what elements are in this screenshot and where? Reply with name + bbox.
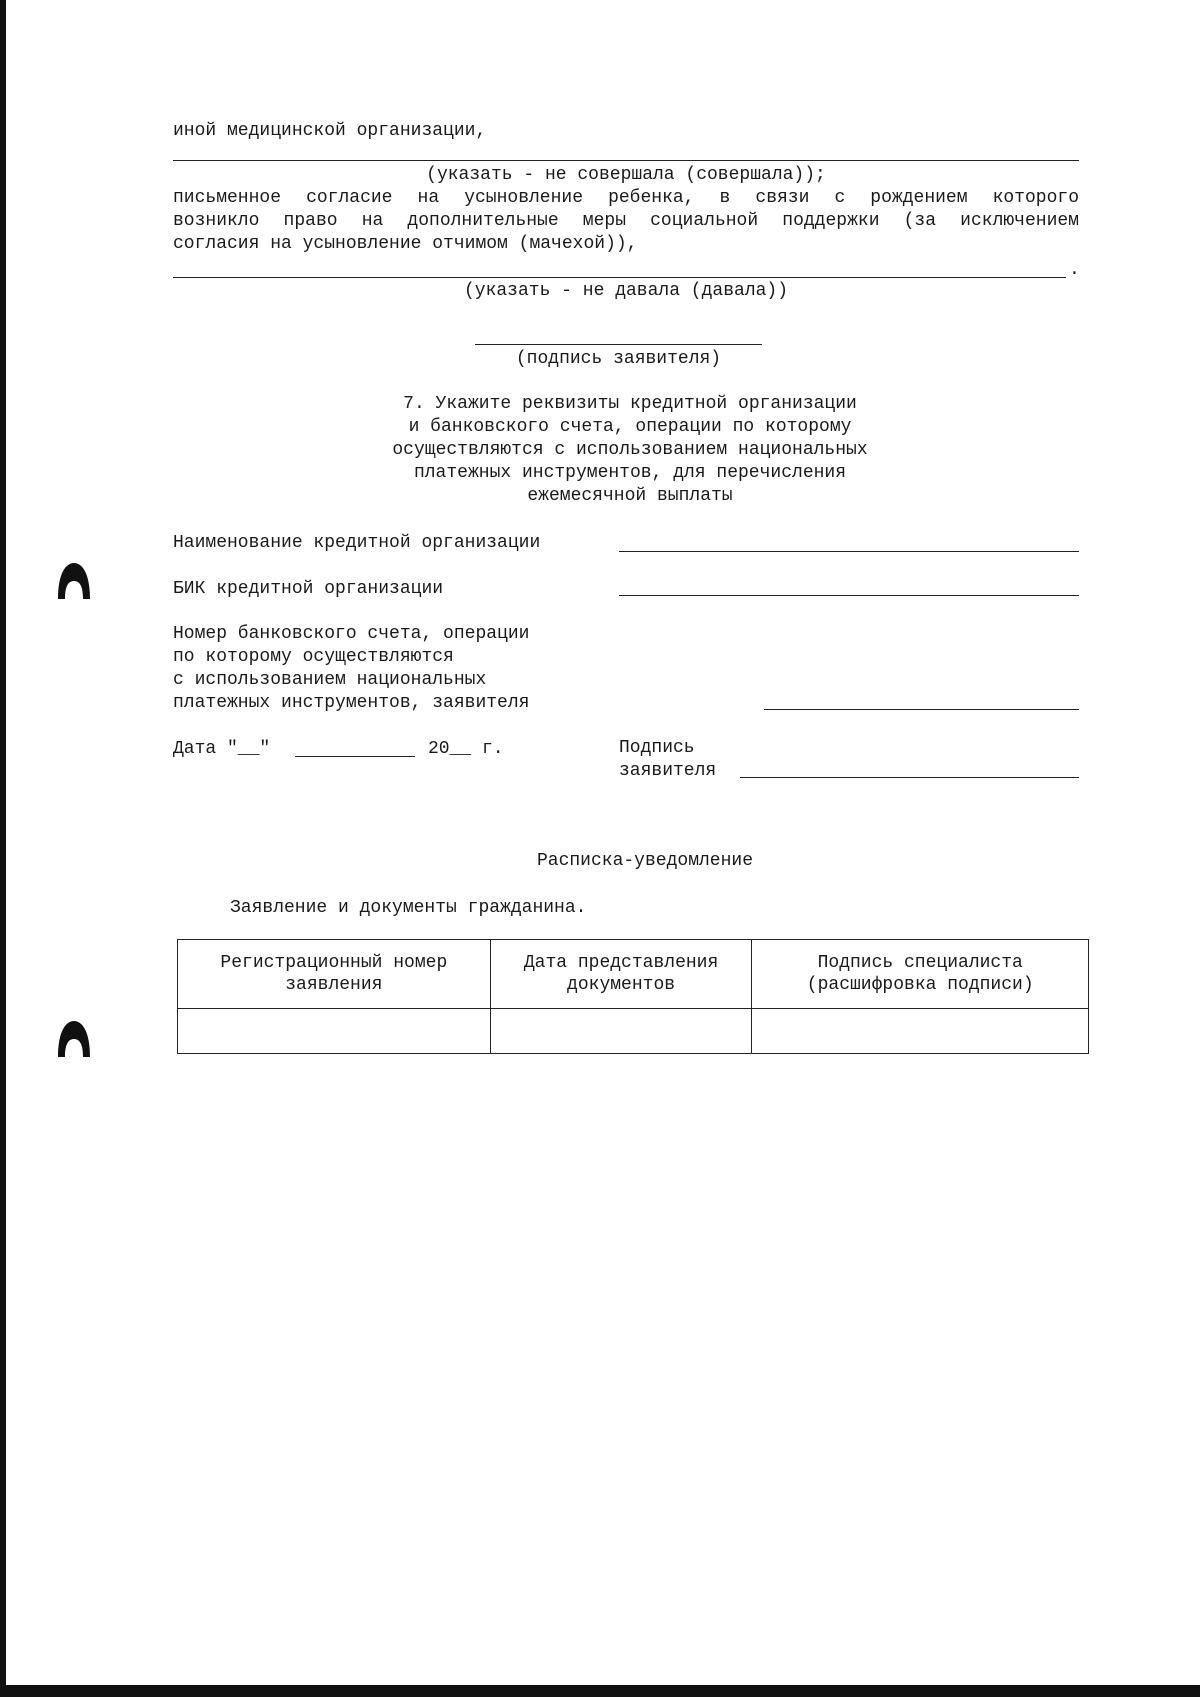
section7-heading-line-5: ежемесячной выплаты — [527, 486, 733, 506]
receipt-table — [177, 939, 1089, 1054]
consent-line-2: возникло право на дополнительные меры социальной поддержки (за исключением — [173, 211, 1079, 231]
applicant-signature-field[interactable] — [740, 777, 1079, 778]
consent-hint: (указать - не давала (давала)) — [463, 281, 789, 301]
bik-field[interactable] — [619, 595, 1079, 596]
punch-hole-mark-bottom — [56, 1019, 92, 1059]
receipt-col-registration-line-2: заявления — [285, 975, 383, 995]
consent-line-1: письменное согласие на усыновление ребенка, в связи с рождением которого — [173, 188, 1079, 208]
bik-label: БИК кредитной организации — [173, 579, 444, 599]
account-number-field[interactable] — [764, 709, 1079, 710]
medical-org-line: иной медицинской организации, — [173, 121, 487, 141]
signature-line — [475, 344, 762, 345]
section7-heading-line-4: платежных инструментов, для перечисления — [413, 463, 847, 483]
account-label-line-2: по которому осуществляются — [173, 647, 454, 667]
performed-hint: (указать - не совершала (совершала)); — [426, 165, 826, 185]
receipt-table-row — [178, 1009, 1089, 1054]
scan-edge-left — [0, 0, 6, 1697]
consent-answer-line — [173, 277, 1066, 278]
receipt-col-specialist — [752, 940, 1089, 1009]
account-label-line-4: платежных инструментов, заявителя — [173, 693, 530, 713]
medical-org-answer-line — [173, 160, 1079, 161]
receipt-col-registration-line-1: Регистрационный номер — [220, 953, 448, 973]
receipt-col-date-line-1: Дата представления — [523, 953, 719, 973]
date-month-field[interactable] — [295, 756, 415, 757]
section7-heading-line-2: и банковского счета, операции по которому — [408, 417, 852, 437]
date-year-label: 20__ г. — [428, 739, 504, 759]
applicant-signature-label-line-2: заявителя — [619, 761, 717, 781]
receipt-col-specialist-line-2: (расшифровка подписи) — [806, 975, 1034, 995]
receipt-intro: Заявление и документы гражданина. — [230, 898, 587, 918]
receipt-table-header-row — [178, 940, 1089, 1009]
account-label-line-3: с использованием национальных — [173, 670, 487, 690]
receipt-col-specialist-line-1: Подпись специалиста — [817, 953, 1023, 973]
bank-name-field[interactable] — [619, 551, 1079, 552]
bank-name-label: Наименование кредитной организации — [173, 533, 541, 553]
receipt-registration-cell[interactable] — [178, 1009, 491, 1054]
receipt-col-date — [490, 940, 752, 1009]
receipt-date-cell[interactable] — [490, 1009, 752, 1054]
receipt-specialist-cell[interactable] — [752, 1009, 1089, 1054]
section7-heading-line-3: осуществляются с использованием национальных — [392, 440, 868, 460]
consent-paragraph — [173, 187, 1079, 233]
receipt-title: Расписка-уведомление — [536, 851, 754, 871]
receipt-col-registration — [178, 940, 491, 1009]
date-label: Дата "__" — [173, 739, 271, 759]
account-label-line-1: Номер банковского счета, операции — [173, 624, 530, 644]
signature-hint: (подпись заявителя) — [515, 349, 722, 369]
receipt-col-date-line-2: документов — [567, 975, 676, 995]
punch-hole-mark-top — [56, 561, 92, 601]
consent-line-3: согласия на усыновление отчимом (мачехой)), — [173, 234, 638, 254]
consent-period: . — [1069, 260, 1080, 280]
section7-heading-line-1: 7. Укажите реквизиты кредитной организации — [403, 394, 857, 414]
applicant-signature-label-line-1: Подпись — [619, 738, 695, 758]
scan-edge-bottom — [0, 1685, 1200, 1697]
